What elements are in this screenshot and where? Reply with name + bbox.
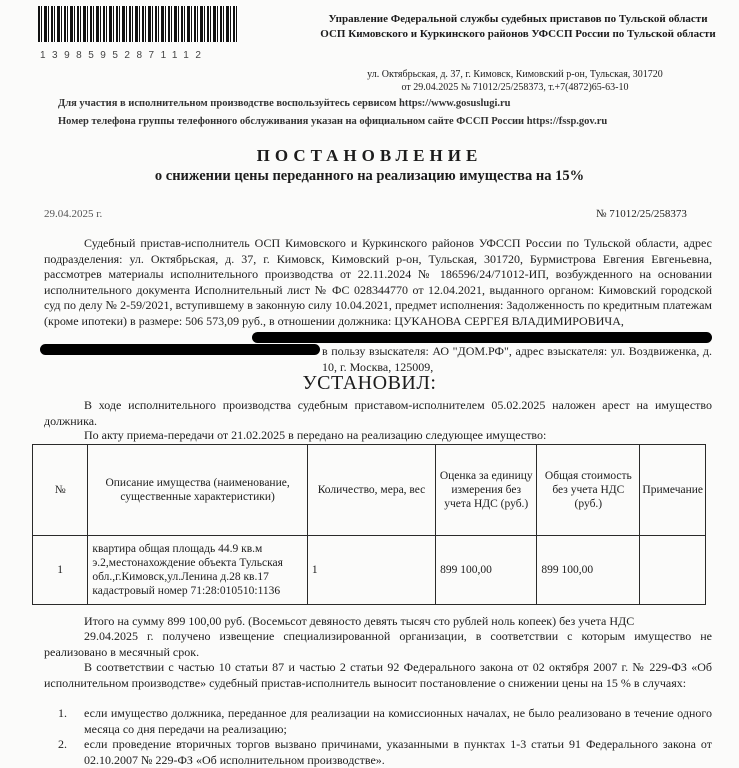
phone: т.+7(4872)65-63-10 — [548, 82, 629, 93]
letterhead — [318, 12, 718, 42]
intro-tail — [322, 344, 712, 375]
org-name: Управление Федеральной службы судебных приставов по Тульской области — [328, 13, 708, 25]
intro-paragraph: Судебный пристав-исполнитель ОСП Кимовского и Куркинского районов УФССП России по Тульской области, адрес подразделения: ул. Октябрьская, д. 37, г. Кимовск, Кимовский р-он, Тульская, 301720, Бурмистрова Евгения Евгеньевна, рассмотрев материалы исполнительного производства от 22.11.2024 № 186596/24/71012-ИП, возбужденного на основании исполнительного документа Исполнительный лист № ФС 028344770 от 12.04.2021, выданного органом: Кимовский городской суд по делу № 2-59/2021, вступившему в законную силу 10.04.2021, предмет исполнения: Задолженность по кредитным платежам (кроме ипотеки) в размере: 506 573,09 руб., в отношении должника: ЦУКАНОВА СЕРГЕЯ ВЛАДИМИРОВИЧА, — [44, 236, 712, 328]
document-date: 29.04.2025 г. — [44, 208, 103, 220]
cell-number: 1 — [33, 536, 88, 605]
barcode-number: 13985952871112 — [40, 50, 208, 61]
department-name: ОСП Кимовского и Куркинского районов УФССП России по Тульской области — [320, 28, 716, 40]
cell-unit-price: 899 100,00 — [436, 536, 537, 605]
list-item-number: 2. — [58, 737, 67, 751]
letterhead-address: ул. Октябрьская, д. 37, г. Кимовск, Кимовский р-он, Тульская, 301720 от 29.04.2025 № 71012/25/258373, т.+7(4872)65-63-10 — [330, 68, 700, 94]
list-item — [58, 706, 712, 737]
property-table — [32, 444, 706, 605]
cell-description: квартира общая площадь 44.9 кв.м э.2,местонахождение объекта Тульская обл.,г.Кимовск,ул.Ленина д.28 кв.17 кадастровый номер 71:28:010510:1136 — [88, 536, 307, 605]
header-description: Описание имущества (наименование, существенные характеристики) — [88, 445, 307, 536]
reference: от 29.04.2025 № 71012/25/258373 — [401, 82, 544, 93]
notice-gosuslugi: Для участия в исполнительном производстве воспользуйтесь сервисом https://www.gosuslugi.ru — [58, 98, 511, 109]
address: ул. Октябрьская, д. 37, г. Кимовск, Кимовский р-он, Тульская, 301720 — [367, 69, 663, 80]
header-quantity: Количество, мера, вес — [307, 445, 435, 536]
header-number: № — [33, 445, 88, 536]
header-total: Общая стоимость без учета НДС (руб.) — [537, 445, 640, 536]
header-unit-price: Оценка за единицу измерения без учета НДС (руб.) — [436, 445, 537, 536]
cell-note — [640, 536, 706, 605]
list-item-text: если проведение вторичных торгов вызвано причинами, указанными в пунктах 1-3 статьи 91 Федерального закона от 02.10.2007 № 229-ФЗ «Об исполнительном производстве». — [84, 737, 712, 767]
paragraph-notice: 29.04.2025 г. получено извещение специализированной организации, в соответствии с которым имущество не реализовано в месячный срок. — [44, 629, 712, 659]
paragraph-transfer: По акту приема-передачи от 21.02.2025 в передано на реализацию следующее имущество: — [84, 428, 547, 442]
notice-phone-group: Номер телефона группы телефонного обслуживания указан на официальном сайте ФССП России https://fssp.gov.ru — [58, 116, 608, 127]
paragraph-law: В соответствии с частью 10 статьи 87 и частью 2 статьи 92 Федерального закона от 02 октября 2007 г. № 229-ФЗ «Об исполнительном производстве» судебный пристав-исполнитель выносит постановление о снижении цены на 15 % в случаях: — [44, 660, 712, 690]
redaction-bar — [252, 332, 712, 343]
table-row — [33, 536, 706, 605]
table-header-row — [33, 445, 706, 536]
document-title: ПОСТАНОВЛЕНИЕ — [256, 146, 483, 165]
cell-total: 899 100,00 — [537, 536, 640, 605]
paragraph-arrest: В ходе исполнительного производства судебным приставом-исполнителем 05.02.2025 наложен арест на имущество должника. — [44, 398, 712, 428]
intro-tail-text: в пользу взыскателя: АО "ДОМ.РФ", адрес взыскателя: ул. Воздвиженка, д. 10, г. Москва, 125009, — [322, 344, 712, 374]
redaction-bar — [40, 344, 320, 355]
header-note: Примечание — [640, 445, 706, 536]
document-subtitle: о снижении цены переданного на реализацию имущества на 15% — [154, 168, 585, 184]
total-line: Итого на сумму 899 100,00 руб. (Восемьсот девяносто девять тысяч сто рублей ноль копеек) без учета НДС — [84, 614, 635, 628]
barcode — [38, 6, 238, 42]
list-item-text: если имущество должника, переданное для реализации на комиссионных началах, не было реализовано в течение одного месяца со дня передачи на реализацию; — [84, 706, 712, 736]
cell-quantity: 1 — [307, 536, 435, 605]
list-item-number: 1. — [58, 706, 67, 720]
list-item — [58, 737, 712, 768]
document-number: № 71012/25/258373 — [596, 208, 687, 220]
section-established: УСТАНОВИЛ: — [302, 372, 437, 394]
